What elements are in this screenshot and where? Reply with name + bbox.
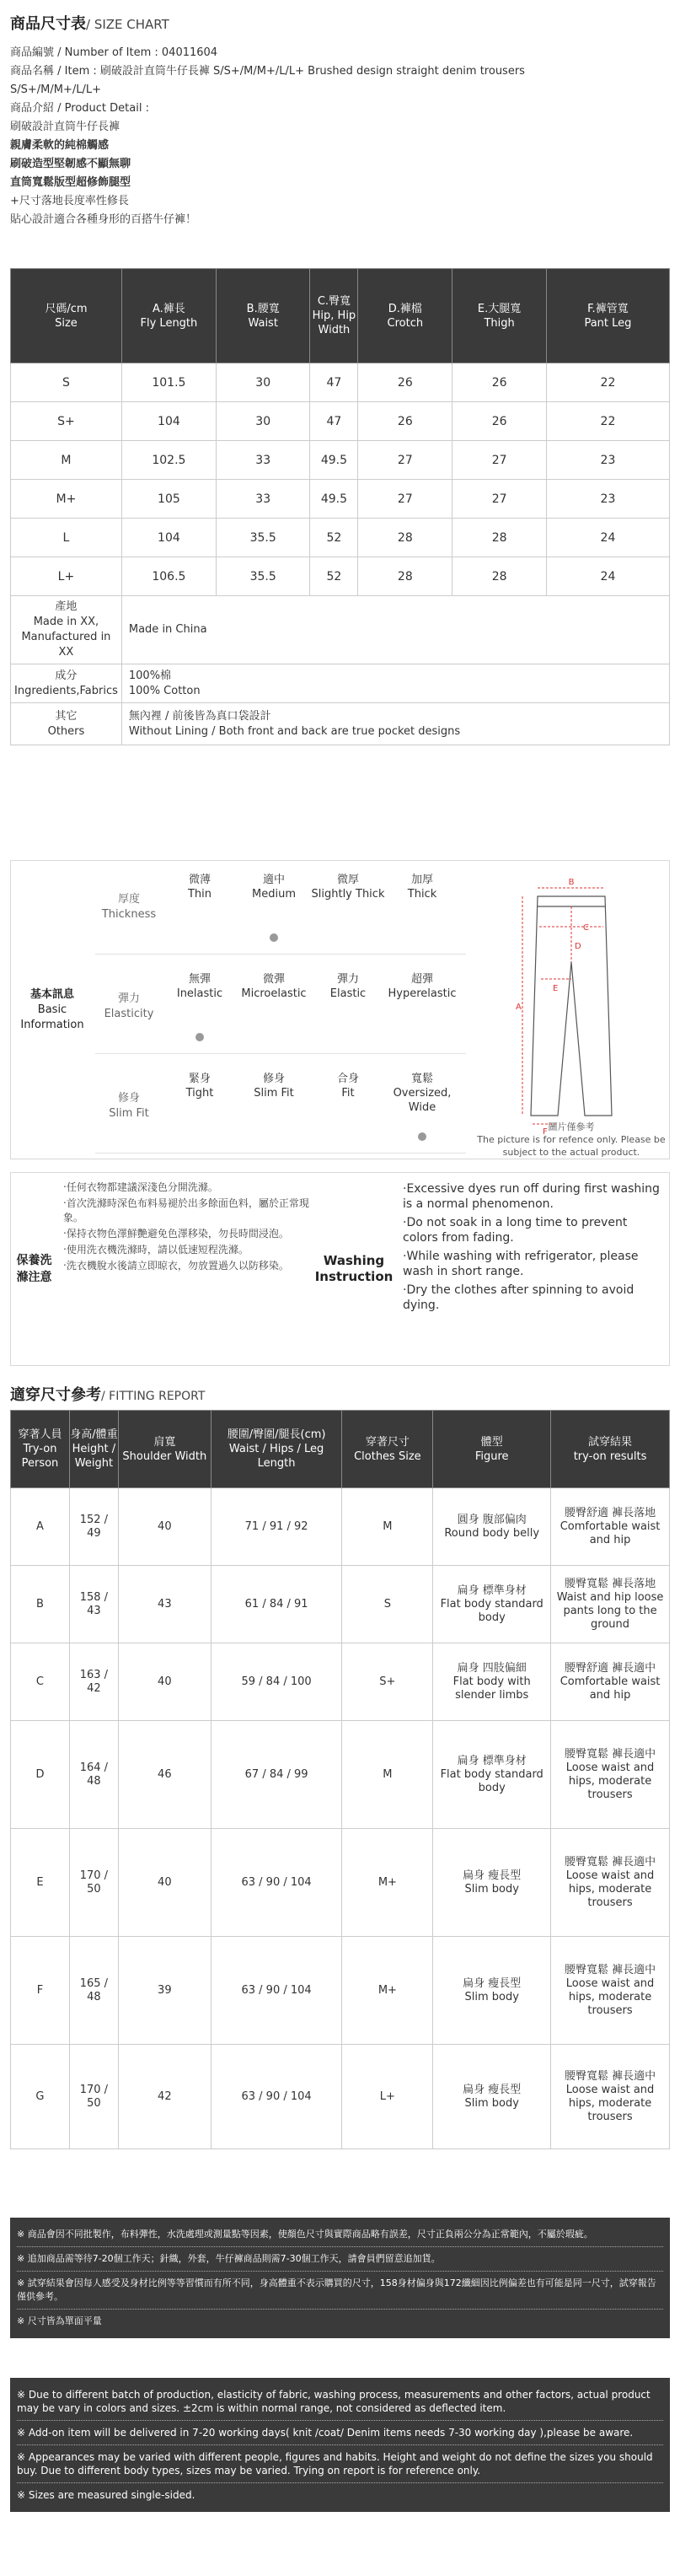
fitting-cell: 152 / 49 — [69, 1488, 118, 1566]
size-cell: 28 — [358, 519, 452, 557]
diagram-label-e: E — [553, 984, 559, 993]
size-table-body — [11, 363, 670, 596]
size-table-header — [11, 269, 670, 363]
fitting-cell: 46 — [118, 1721, 211, 1829]
fitting-cell: F — [11, 1937, 70, 2045]
size-col-header: C.臀寬 Hip, Hip Width — [310, 269, 358, 363]
property-option: 彈力 Elastic — [329, 973, 367, 1000]
fitting-cell: 腰臀舒適 褲長適中 Comfortable waist and hip — [551, 1643, 670, 1721]
property-row — [95, 1060, 466, 1154]
size-table — [10, 268, 670, 745]
material-row — [11, 664, 670, 703]
property-option: 寬鬆 Oversized, Wide — [393, 1073, 452, 1114]
size-cell: L — [11, 519, 122, 557]
other-row — [11, 703, 670, 745]
fitting-row — [11, 1643, 670, 1721]
info-line: S/S+/M/M+/L/L+ — [10, 83, 101, 96]
pants-diagram — [479, 869, 664, 1148]
size-cell: 47 — [310, 363, 358, 402]
size-col-header: F.褲管寬 Pant Leg — [546, 269, 669, 363]
fitting-cell: S — [342, 1566, 433, 1643]
washing-notes-en: ·Excessive dyes run off during first washing is a normal phenomenon. ·Do not soak in a long time to prevent colors from fading. ·While washing with refrigerator, please wash in short range. ·Dry the clothes after spinning to avoid dying. — [403, 1182, 660, 1312]
fitting-cell: 扁身 四肢偏細 Flat body with slender limbs — [433, 1643, 551, 1721]
size-row — [11, 519, 670, 557]
fitting-col-header: 腰圍/臀圍/腿長(cm) Waist / Hips / Leg Length — [211, 1411, 342, 1488]
size-col-header: E.大腿寬 Thigh — [452, 269, 547, 363]
fitting-cell: M — [342, 1721, 433, 1829]
washing-label-zh: 保養洗滌注意 — [16, 1254, 52, 1284]
size-cell: 26 — [452, 363, 547, 402]
size-col-header: B.腰寬 Waist — [216, 269, 310, 363]
size-cell: 105 — [121, 480, 216, 519]
fitting-cell: G — [11, 2045, 70, 2149]
fitting-cell: 42 — [118, 2045, 211, 2149]
origin-value: Made in China — [121, 596, 669, 664]
property-option: 加厚 Thick — [407, 874, 437, 901]
diagram-label-b: B — [568, 878, 575, 887]
size-cell: 27 — [452, 441, 547, 480]
size-cell: 28 — [452, 557, 547, 596]
fitting-cell: 腰臀寬鬆 褲長適中 Loose waist and hips, moderate trousers — [551, 1829, 670, 1937]
fitting-cell: 59 / 84 / 100 — [211, 1643, 342, 1721]
washing-section — [10, 1172, 670, 1366]
size-col-header: A.褲長 Fly Length — [121, 269, 216, 363]
fitting-cell: 170 / 50 — [69, 2045, 118, 2149]
size-cell: 22 — [546, 402, 669, 441]
material-value: 100%棉 100% Cotton — [121, 664, 669, 703]
page-title: 商品尺寸表/ SIZE CHART — [10, 15, 169, 33]
info-line: 商品介紹 / Product Detail : — [10, 102, 149, 115]
size-cell: 26 — [358, 363, 452, 402]
fitting-cell: M+ — [342, 1829, 433, 1937]
fitting-cell: 61 / 84 / 91 — [211, 1566, 342, 1643]
fitting-col-header: 體型 Figure — [433, 1411, 551, 1488]
fitting-cell: 170 / 50 — [69, 1829, 118, 1937]
size-cell: S+ — [11, 402, 122, 441]
size-cell: 104 — [121, 402, 216, 441]
notes-en: ※ Due to different batch of production, elasticity of fabric, washing process, measurements and other factors, actual product may be vary in colors and sizes. ±2cm is within normal range, not considered as deflected item. ※ Add-on item will be delivered in 7-20 working days( knit /coat/ Denim items needs 7-30 working day ),please be aware. ※ Appearances may be varied with different people, figures and habits. Height and weight do not define the sizes you should buy. Due to different body types, sizes may be varied. Trying on report is for reference only. ※ Sizes are measured single-sided. — [10, 2378, 670, 2512]
property-option: 適中 Medium — [252, 874, 296, 901]
size-cell: 104 — [121, 519, 216, 557]
property-option: 超彈 Hyperelastic — [388, 973, 457, 1000]
fitting-cell: E — [11, 1829, 70, 1937]
info-line: 親膚柔軟的純棉觸感 — [10, 139, 110, 152]
fitting-col-header: 肩寬 Shoulder Width — [118, 1411, 211, 1488]
fitting-cell: 164 / 48 — [69, 1721, 118, 1829]
size-row — [11, 402, 670, 441]
size-cell: 102.5 — [121, 441, 216, 480]
fitting-row — [11, 1721, 670, 1829]
property-label: 厚度 Thickness — [101, 893, 157, 921]
property-option: 修身 Slim Fit — [254, 1073, 294, 1100]
fitting-cell: 腰臀舒適 褲長落地 Comfortable waist and hip — [551, 1488, 670, 1566]
size-cell: 101.5 — [121, 363, 216, 402]
fitting-cell: 165 / 48 — [69, 1937, 118, 2045]
fitting-cell: C — [11, 1643, 70, 1721]
fitting-cell: 39 — [118, 1937, 211, 2045]
fitting-cell: 圓身 腹部偏肉 Round body belly — [433, 1488, 551, 1566]
fitting-cell: 扁身 瘦長型 Slim body — [433, 1937, 551, 2045]
size-row — [11, 363, 670, 402]
size-col-header: 尺碼/cm Size — [11, 269, 122, 363]
basic-info-section — [10, 860, 670, 1159]
fitting-cell: 163 / 42 — [69, 1643, 118, 1721]
washing-notes-zh: ‧任何衣物都建議深淺色分開洗滌。 ‧首次洗滌時深色布料易褪於出多餘面色料，屬於正常現象。 ‧保持衣物色澤鮮艷避免色澤移染，勿長時間浸泡。 ‧使用洗衣機洗滌時，請以低速短程洗滌。 ‧洗衣機脫水後請立即晾衣，勿放置過久以防移染。 — [63, 1181, 309, 1272]
size-cell: 26 — [358, 402, 452, 441]
size-cell: 30 — [216, 363, 310, 402]
info-line: 商品編號 / Number of Item : 04011604 — [10, 46, 218, 59]
fitting-table-body — [11, 1488, 670, 2149]
fitting-cell: 扁身 標準身材 Flat body standard body — [433, 1721, 551, 1829]
property-option: 微彈 Microelastic — [241, 973, 307, 1000]
info-line: 直筒寬鬆版型超修飾腿型 — [10, 176, 131, 189]
diagram-label-d: D — [575, 942, 581, 951]
size-cell: M+ — [11, 480, 122, 519]
fitting-col-header: 身高/體重 Height / Weight — [69, 1411, 118, 1488]
size-cell: 28 — [452, 519, 547, 557]
fitting-row — [11, 1829, 670, 1937]
selected-dot-icon — [418, 1132, 426, 1141]
fitting-cell: 扁身 瘦長型 Slim body — [433, 1829, 551, 1937]
info-line: 商品名稱 / Item : 刷破設計直筒牛仔長褲 S/S+/M/M+/L/L+ Brushed design straight denim trousers — [10, 65, 525, 78]
fitting-cell: 40 — [118, 1643, 211, 1721]
size-cell: 22 — [546, 363, 669, 402]
fitting-cell: 63 / 90 / 104 — [211, 1937, 342, 2045]
size-cell: 27 — [452, 480, 547, 519]
fitting-row — [11, 1488, 670, 1566]
diagram-label-a: A — [516, 1003, 522, 1012]
washing-label-en: Washing Instruction — [314, 1253, 394, 1284]
fitting-cell: S+ — [342, 1643, 433, 1721]
property-option: 無彈 Inelastic — [176, 973, 223, 1000]
size-cell: 33 — [216, 480, 310, 519]
size-cell: 35.5 — [216, 519, 310, 557]
fitting-row — [11, 1937, 670, 2045]
property-label: 彈力 Elasticity — [104, 992, 154, 1020]
size-cell: 24 — [546, 519, 669, 557]
fitting-cell: 63 / 90 / 104 — [211, 1829, 342, 1937]
property-option: 緊身 Tight — [185, 1073, 214, 1100]
size-row — [11, 557, 670, 596]
size-cell: 49.5 — [310, 480, 358, 519]
fitting-row — [11, 1566, 670, 1643]
fitting-cell: 40 — [118, 1488, 211, 1566]
property-label: 修身 Slim Fit — [109, 1092, 149, 1120]
size-cell: 106.5 — [121, 557, 216, 596]
size-cell: 26 — [452, 402, 547, 441]
other-label: 其它 Others — [11, 703, 122, 745]
size-col-header: D.褲檔 Crotch — [358, 269, 452, 363]
fitting-cell: M — [342, 1488, 433, 1566]
fitting-cell: 腰臀寬鬆 褲長適中 Loose waist and hips, moderate trousers — [551, 1721, 670, 1829]
fitting-title: 適穿尺寸參考/ FITTING REPORT — [10, 1386, 206, 1404]
fitting-cell: M+ — [342, 1937, 433, 2045]
size-cell: 49.5 — [310, 441, 358, 480]
fitting-cell: 腰臀寬鬆 褲長適中 Loose waist and hips, moderate trousers — [551, 1937, 670, 2045]
fitting-cell: 40 — [118, 1829, 211, 1937]
fitting-cell: A — [11, 1488, 70, 1566]
fitting-cell: 扁身 標準身材 Flat body standard body — [433, 1566, 551, 1643]
size-cell: L+ — [11, 557, 122, 596]
size-cell: S — [11, 363, 122, 402]
size-cell: 47 — [310, 402, 358, 441]
size-cell: 27 — [358, 441, 452, 480]
basic-info-label: 基本訊息 Basic Information — [20, 987, 84, 1031]
info-line: 刷破設計直筒牛仔長褲 — [10, 121, 120, 133]
product-info — [10, 44, 676, 229]
fitting-cell: D — [11, 1721, 70, 1829]
fitting-col-header: 穿著人員 Try-on Person — [11, 1411, 70, 1488]
property-row — [95, 861, 466, 955]
size-cell: 23 — [546, 441, 669, 480]
other-value: 無內裡 / 前後皆為真口袋設計 Without Lining / Both front and back are true pocket designs — [121, 703, 669, 745]
property-option: 微薄 Thin — [187, 874, 212, 901]
size-cell: 35.5 — [216, 557, 310, 596]
diagram-label-c: C — [583, 923, 589, 933]
fitting-table — [10, 1410, 670, 2149]
diagram-caption: 圖片僅參考 The picture is for refence only. Please be subject to the actual product. — [477, 1121, 666, 1158]
origin-row — [11, 596, 670, 664]
size-cell: 52 — [310, 557, 358, 596]
fitting-cell: 腰臀寬鬆 褲長落地 Waist and hip loose pants long to the ground — [551, 1566, 670, 1643]
fitting-cell: B — [11, 1566, 70, 1643]
size-cell: 28 — [358, 557, 452, 596]
fitting-table-header — [11, 1411, 670, 1488]
selected-dot-icon — [195, 1033, 204, 1041]
material-label: 成分 Ingredients,Fabrics — [11, 664, 122, 703]
size-cell: 33 — [216, 441, 310, 480]
property-option: 合身 Fit — [336, 1073, 359, 1100]
fitting-cell: 腰臀寬鬆 褲長適中 Loose waist and hips, moderate trousers — [551, 2045, 670, 2149]
property-row — [95, 960, 466, 1054]
size-cell: 24 — [546, 557, 669, 596]
property-option: 微厚 Slightly Thick — [311, 874, 385, 901]
info-line: 刷破造型堅韌感不顯無聊 — [10, 158, 131, 170]
size-cell: M — [11, 441, 122, 480]
diagram-label-f: F — [543, 1127, 548, 1137]
fitting-cell: 71 / 91 / 92 — [211, 1488, 342, 1566]
fitting-cell: 43 — [118, 1566, 211, 1643]
size-cell: 30 — [216, 402, 310, 441]
fitting-cell: L+ — [342, 2045, 433, 2149]
fitting-cell: 67 / 84 / 99 — [211, 1721, 342, 1829]
fitting-cell: 158 / 43 — [69, 1566, 118, 1643]
fitting-cell: 扁身 瘦長型 Slim body — [433, 2045, 551, 2149]
size-cell: 52 — [310, 519, 358, 557]
selected-dot-icon — [270, 933, 278, 942]
size-row — [11, 441, 670, 480]
notes-zh: ※ 商品會因不同批製作，布料彈性，水洗處理或測量點等因素，使顏色尺寸與實際商品略有誤差，尺寸正負兩公分為正常範內，不屬於瑕疵。 ※ 追加商品需等待7-20個工作天；針織，外套，牛仔褲商品則需7-30個工作天，請會員們留意追加貨。 ※ 試穿結果會因每人感受及身材比例等等習慣而有所不同，身高體重不表示購買的尺寸，158身材偏身與172纖細因比例偏差也有可能是同一尺寸，試穿報告僅供參考。 ※ 尺寸皆為單面平量 — [10, 2218, 670, 2338]
size-cell: 23 — [546, 480, 669, 519]
origin-label: 產地 Made in XX, Manufactured in XX — [11, 596, 122, 664]
size-row — [11, 480, 670, 519]
fitting-cell: 63 / 90 / 104 — [211, 2045, 342, 2149]
fitting-row — [11, 2045, 670, 2149]
size-cell: 27 — [358, 480, 452, 519]
info-line: 貼心設計適合各種身形的百搭牛仔褲！ — [10, 213, 197, 226]
fitting-col-header: 穿著尺寸 Clothes Size — [342, 1411, 433, 1488]
fitting-col-header: 試穿結果 try-on results — [551, 1411, 670, 1488]
info-line: +尺寸落地長度率性修長 — [10, 195, 129, 207]
